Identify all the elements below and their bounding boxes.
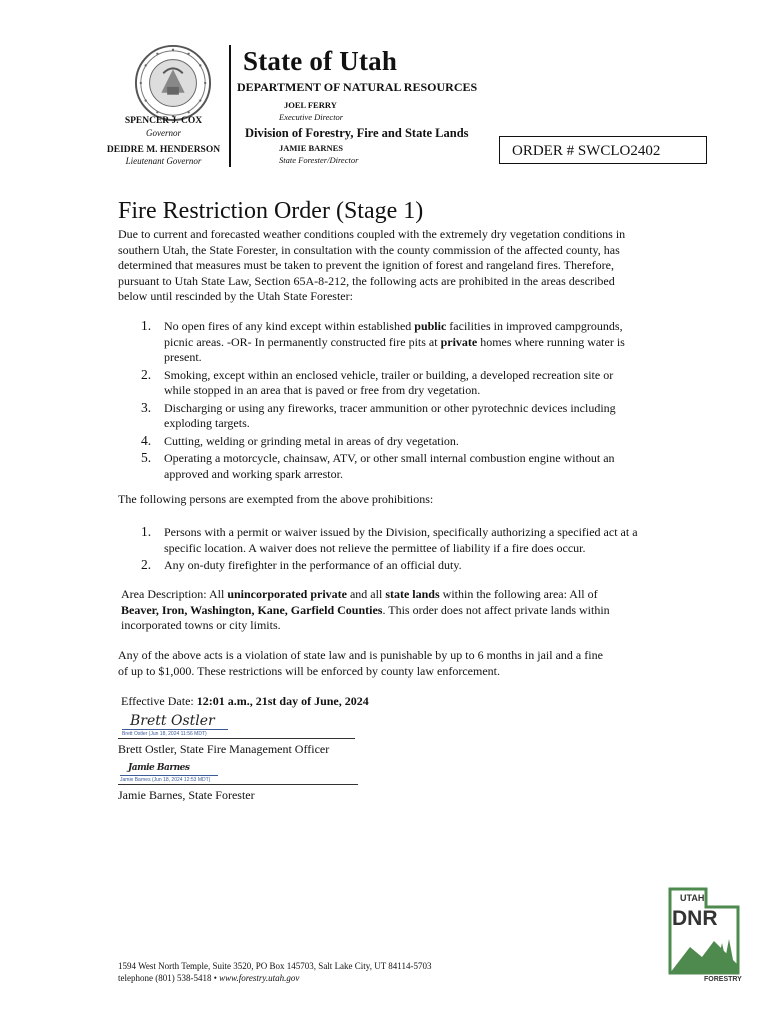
item-text: Smoking, except within an enclosed vehicle, trailer or building, a developed recreation site or while stopped in an area that is paved or free from dry vegetation.	[164, 367, 614, 397]
list-number: 2.	[141, 557, 152, 572]
effective-date	[121, 694, 641, 710]
list-number: 1.	[141, 524, 152, 539]
item-text: homes where running water is present.	[164, 334, 625, 364]
forester-title: State Forester/Director	[279, 155, 359, 165]
utah-state-seal-icon	[134, 44, 212, 122]
list-number: 4.	[141, 432, 152, 448]
area-text: within the following area: All of	[439, 587, 598, 601]
footer-website[interactable]: www.forestry.utah.gov	[219, 973, 300, 983]
area-text: and all	[346, 587, 386, 601]
list-item	[137, 525, 642, 556]
item-text: Discharging or using any fireworks, tracer ammunition or other pyrotechnic devices including exploding targets.	[164, 400, 616, 430]
area-text: . This order does not affect private lands within incorporated towns or city limits.	[121, 602, 610, 632]
item-text: Operating a motorcycle, chainsaw, ATV, or other small internal combustion engine without an approved and working spark arrestor.	[164, 451, 615, 481]
signature-stamp: Brett Ostler (Jun 18, 2024 11:56 MDT)	[122, 731, 207, 737]
lt-governor-title: Lieutenant Governor	[125, 156, 202, 166]
footer-contact	[118, 972, 431, 984]
governor-name: SPENCER J. COX	[124, 116, 203, 126]
item-bold-public: public	[414, 319, 447, 333]
signature-line	[118, 784, 358, 785]
logo-main-text: DNR	[672, 907, 718, 930]
logo-top-text: UTAH	[680, 893, 705, 903]
signature-underline	[120, 775, 218, 776]
item-text: Persons with a permit or waiver issued by the Division, specifically authorizing a specified act at a specific location. A waiver does not relieve the permittee of liability if a fire does occur.	[164, 525, 638, 555]
forester-name: JAMIE BARNES	[279, 143, 343, 153]
utah-dnr-forestry-logo-icon	[666, 885, 742, 983]
list-number: 3.	[141, 399, 152, 415]
governor-title: Governor	[146, 128, 181, 138]
signature-stamp: Jamie Barnes (Jun 18, 2024 12:53 MDT)	[120, 777, 211, 783]
department-name: DEPARTMENT OF NATURAL RESOURCES	[237, 80, 478, 94]
signature-brett-ostler: Brett Ostler	[130, 713, 215, 729]
signer-name: Brett Ostler, State Fire Management Officer	[118, 742, 330, 756]
lt-governor-name: DEIDRE M. HENDERSON	[106, 145, 221, 155]
exemptions-intro: The following persons are exempted from the above prohibitions:	[118, 492, 434, 506]
logo-bottom-text: FORESTRY	[704, 976, 742, 983]
list-number: 5.	[141, 450, 152, 465]
signature-underline	[122, 729, 228, 730]
item-text: Cutting, welding or grinding metal in areas of dry vegetation.	[164, 433, 459, 448]
area-bold-counties: Beaver, Iron, Washington, Kane, Garfield Counties	[121, 602, 383, 617]
footer-telephone: telephone (801) 538-5418	[118, 973, 212, 983]
list-number: 1.	[141, 318, 152, 333]
area-text: Area Description: All	[121, 587, 228, 601]
footer-bullet: •	[213, 973, 217, 983]
item-text: Any on-duty firefighter in the performance of an official duty.	[164, 558, 462, 572]
order-number-box: ORDER # SWCLO2402	[499, 136, 707, 164]
area-bold-private: unincorporated private	[227, 587, 347, 601]
list-number: 2.	[141, 366, 152, 382]
item-text: facilities in improved campgrounds, picnic areas. -OR- In permanently constructed fire pits at	[164, 319, 623, 349]
exemptions-list	[137, 525, 642, 576]
list-item	[137, 434, 642, 450]
signature-line	[118, 738, 355, 739]
signer-name: Jamie Barnes, State Forester	[118, 788, 255, 802]
item-bold-private: private	[440, 334, 478, 349]
exec-director-title: Executive Director	[279, 112, 344, 122]
area-bold-state-lands: state lands	[385, 587, 440, 601]
list-item	[137, 558, 642, 574]
footer-address-block	[118, 960, 431, 984]
list-item	[137, 319, 642, 366]
effective-value: 12:01 a.m., 21st day of June, 2024	[196, 694, 369, 708]
state-title: State of Utah	[243, 46, 398, 76]
header-divider	[229, 45, 231, 167]
list-item	[137, 401, 642, 432]
item-text: No open fires of any kind except within established	[164, 319, 415, 333]
document-title: Fire Restriction Order (Stage 1)	[118, 198, 424, 224]
list-item	[137, 451, 642, 482]
area-description	[121, 587, 636, 634]
division-name: Division of Forestry, Fire and State Lands	[245, 126, 469, 140]
penalty-paragraph: Any of the above acts is a violation of state law and is punishable by up to 6 months in jail and a fine of up to $1,000. These restrictions will be enforced by county law enforcement.	[118, 648, 603, 678]
list-item	[137, 368, 642, 399]
exec-director-name: JOEL FERRY	[284, 100, 337, 110]
effective-label: Effective Date:	[121, 694, 197, 708]
intro-paragraph: Due to current and forecasted weather conditions coupled with the extremely dry vegetation conditions in southern Utah, the State Forester, in consultation with the county commission of the affected county, has determined that measures must be taken to prevent the ignition of forest and rangeland fires. Therefore, pursuant to Utah State Law, Section 65A-8-212, the following acts are prohibited in the areas described below until rescinded by the Utah State Forester:	[118, 227, 626, 303]
prohibitions-list	[137, 319, 642, 484]
footer-address: 1594 West North Temple, Suite 3520, PO Box 145703, Salt Lake City, UT 84114-5703	[118, 961, 432, 971]
signature-jamie-barnes: Jamie Barnes	[128, 763, 190, 773]
